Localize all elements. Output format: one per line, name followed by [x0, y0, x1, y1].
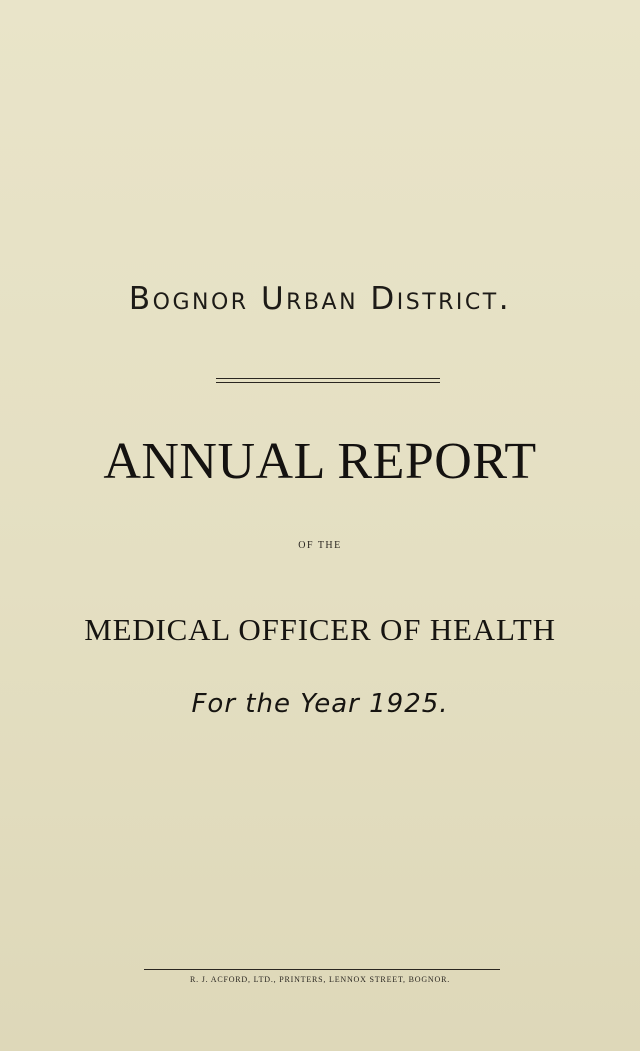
report-title: ANNUAL REPORT [103, 433, 537, 490]
office-title: MEDICAL OFFICER OF HEALTH [84, 612, 556, 647]
footer-divider [144, 969, 500, 970]
report-year: For the Year 1925. [191, 689, 449, 719]
printer-imprint: R. J. ACFORD, LTD., PRINTERS, LENNOX STREET, BOGNOR. [189, 975, 451, 984]
title-connector: OF THE [298, 540, 342, 551]
title-divider-bottom [216, 382, 440, 383]
title-divider-top [216, 378, 440, 379]
district-title: Bognor Urban District. [128, 281, 512, 317]
